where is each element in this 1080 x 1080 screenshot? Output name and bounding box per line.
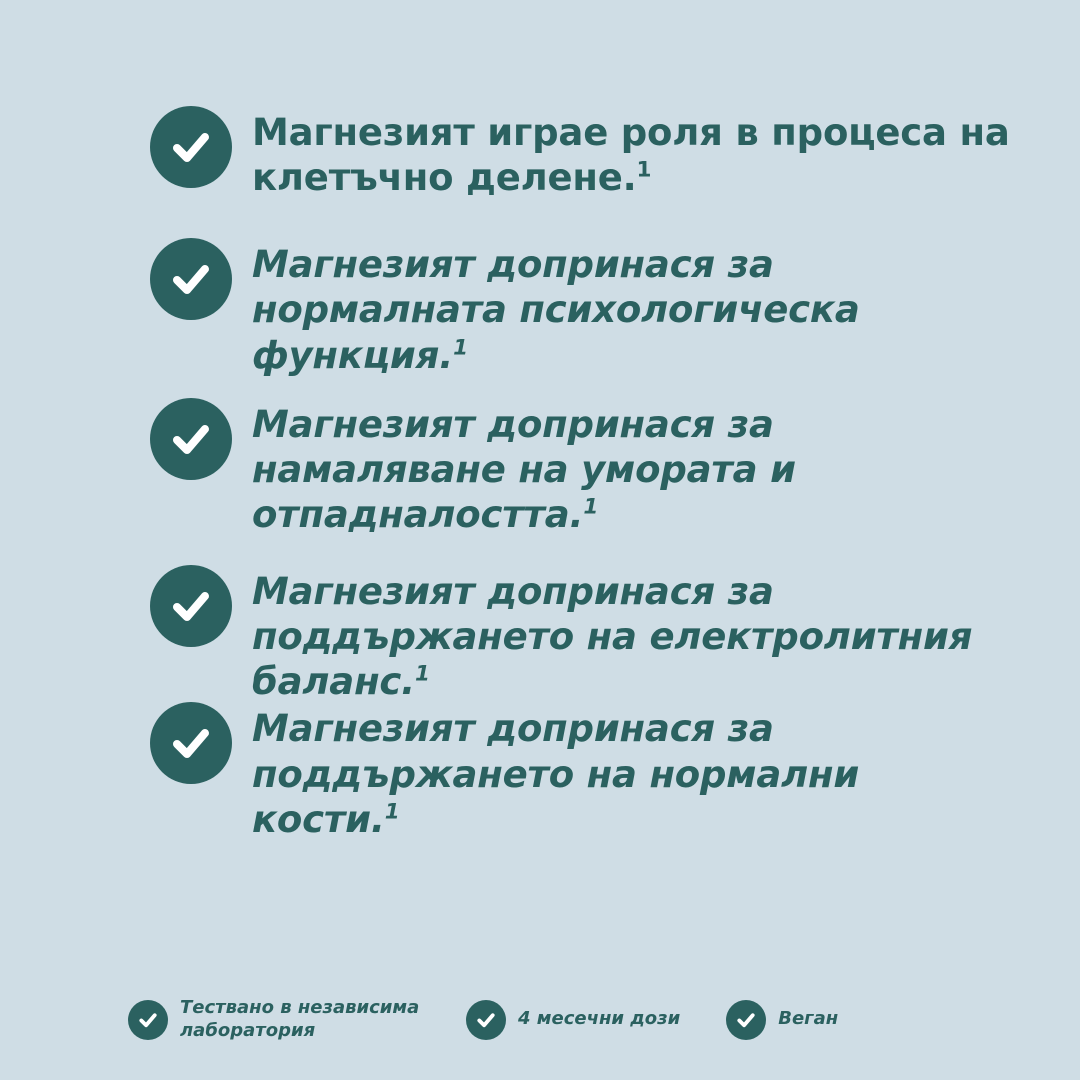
footnote-marker: 1 — [384, 799, 400, 825]
check-icon — [150, 565, 232, 647]
list-item — [150, 104, 1010, 200]
check-icon — [150, 106, 232, 188]
footer-badge-label: Веган — [778, 1008, 839, 1030]
check-icon — [128, 1000, 168, 1040]
check-icon — [726, 1000, 766, 1040]
check-icon — [150, 398, 232, 480]
footer-badge-label: Тествано в независима лаборатория — [180, 997, 420, 1041]
footnote-marker: 1 — [453, 335, 468, 361]
footer-badge-lab-tested — [128, 997, 420, 1042]
benefit-label: Магнезият допринася за поддържането на електролитния баланс. — [252, 570, 973, 704]
benefits-list — [150, 104, 1010, 842]
benefit-label: Магнезият допринася за намаляване на умората и отпадналостта. — [252, 402, 796, 536]
footnote-marker: 1 — [636, 157, 652, 183]
benefit-label: Магнезият допринася за нормалната психологическа функция. — [252, 243, 860, 377]
footnote-marker: 1 — [415, 661, 430, 687]
list-item — [150, 563, 1010, 704]
check-icon — [466, 1000, 506, 1040]
benefit-text — [252, 396, 1010, 537]
check-icon — [150, 238, 232, 320]
footer-badge-doses — [466, 1000, 680, 1040]
benefit-text — [252, 104, 1010, 200]
benefit-label: Магнезият допринася за поддържането на нормални кости. — [252, 707, 860, 841]
list-item — [150, 700, 1010, 841]
benefit-label: Магнезият играе роля в процеса на клетъчно делене. — [252, 111, 1010, 200]
check-icon — [150, 702, 232, 784]
footnote-marker: 1 — [583, 494, 599, 520]
benefit-text — [252, 236, 1010, 377]
list-item — [150, 396, 1010, 537]
benefit-text — [252, 700, 1010, 841]
footer-badges — [128, 997, 838, 1042]
footer-badge-vegan — [726, 1000, 838, 1040]
benefit-text — [252, 563, 1010, 704]
footer-badge-label: 4 месечни дози — [518, 1008, 681, 1030]
list-item — [150, 236, 1010, 377]
